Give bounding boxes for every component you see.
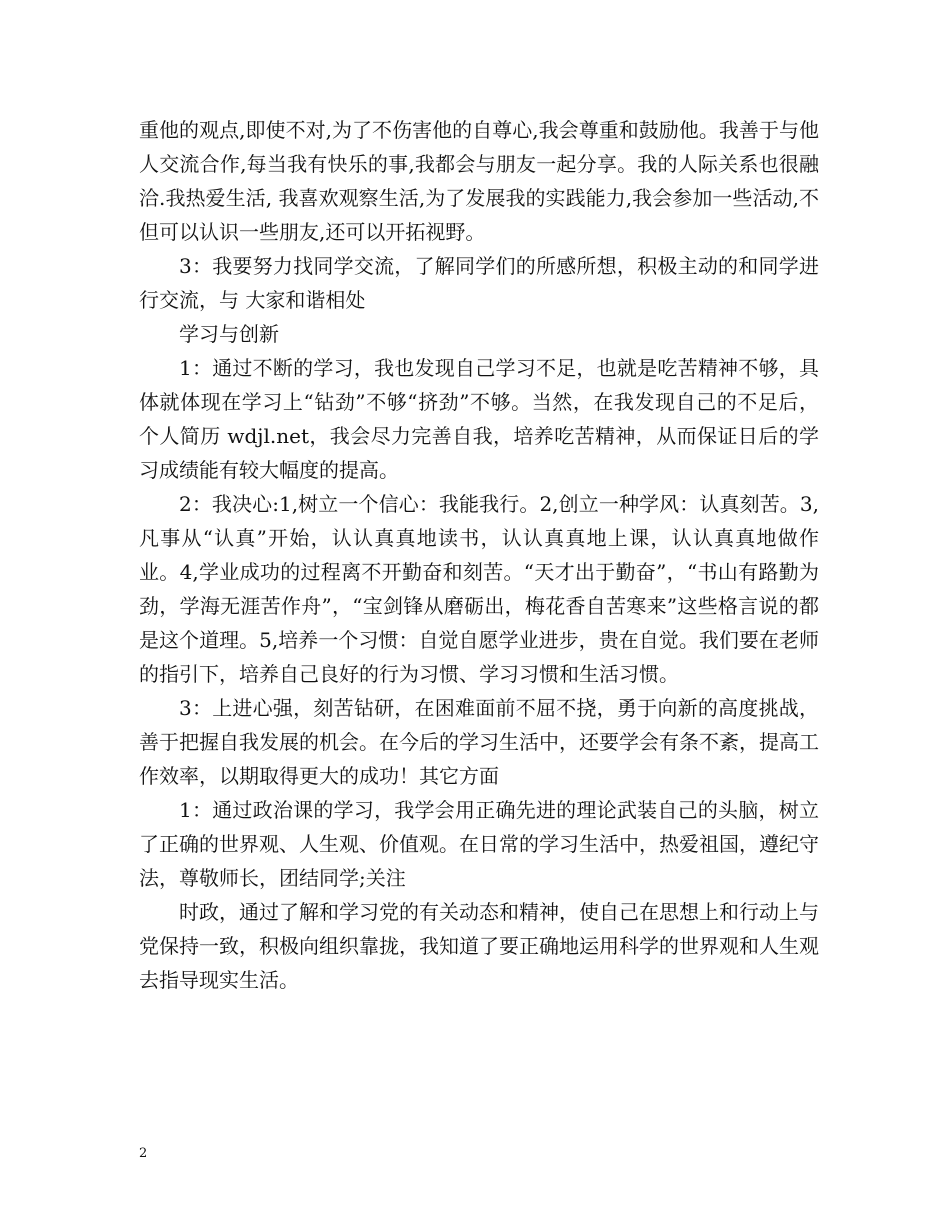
section-heading: 学习与创新 xyxy=(179,322,279,346)
document-body xyxy=(139,113,819,997)
paragraph-5: 3：上进心强，刻苦钻研，在困难面前不屈不挠，勇于向新的高度挑战，善于把握自我发展的机会。在今后的学习生活中，还要学会有条不紊，提高工作效率，以期取得更大的成功！其它方面 xyxy=(139,696,819,788)
paragraph-7: 时政，通过了解和学习党的有关动态和精神，使自己在思想上和行动上与党保持一致，积极向组织靠拢，我知道了要正确地运用科学的世界观和人生观去指导现实生活。 xyxy=(139,900,819,992)
paragraph-2: 3：我要努力找同学交流，了解同学们的所感所想，积极主动的和同学进行交流，与 大家和谐相处 xyxy=(139,254,819,312)
page-number: 2 xyxy=(139,1146,148,1161)
paragraph-3: 1：通过不断的学习，我也发现自己学习不足，也就是吃苦精神不够，具体就体现在学习上“钻劲”不够“挤劲”不够。当然，在我发现自己的不足后，个人简历 wdjl.net，我会尽力完善自我，培养吃苦精神，从而保证日后的学习成绩能有较大幅度的提高。 xyxy=(139,356,819,482)
paragraph-4: 2：我决心:1,树立一个信心：我能我行。2,创立一种学风：认真刻苦。3,凡事从“认真”开始，认认真真地读书，认认真真地上课，认认真真地做作业。4,学业成功的过程离不开勤奋和刻苦。“天才出于勤奋”，“书山有路勤为劲，学海无涯苦作舟”，“宝剑锋从磨砺出，梅花香自苦寒来”这些格言说的都是这个道理。5,培养一个习惯：自觉自愿学业进步，贵在自觉。我们要在老师的指引下，培养自己良好的行为习惯、学习习惯和生活习惯。 xyxy=(139,492,819,686)
paragraph-6: 1：通过政治课的学习，我学会用正确先进的理论武装自己的头脑，树立了正确的世界观、人生观、价值观。在日常的学习生活中，热爱祖国，遵纪守法，尊敬师长，团结同学;关注 xyxy=(139,798,819,890)
paragraph-1: 重他的观点,即使不对,为了不伤害他的自尊心,我会尊重和鼓励他。我善于与他人交流合作,每当我有快乐的事,我都会与朋友一起分享。我的人际关系也很融洽.我热爱生活, 我喜欢观察生活,为了发展我的实践能力,我会参加一些活动,不但可以认识一些朋友,还可以开拓视野。 xyxy=(139,118,819,244)
